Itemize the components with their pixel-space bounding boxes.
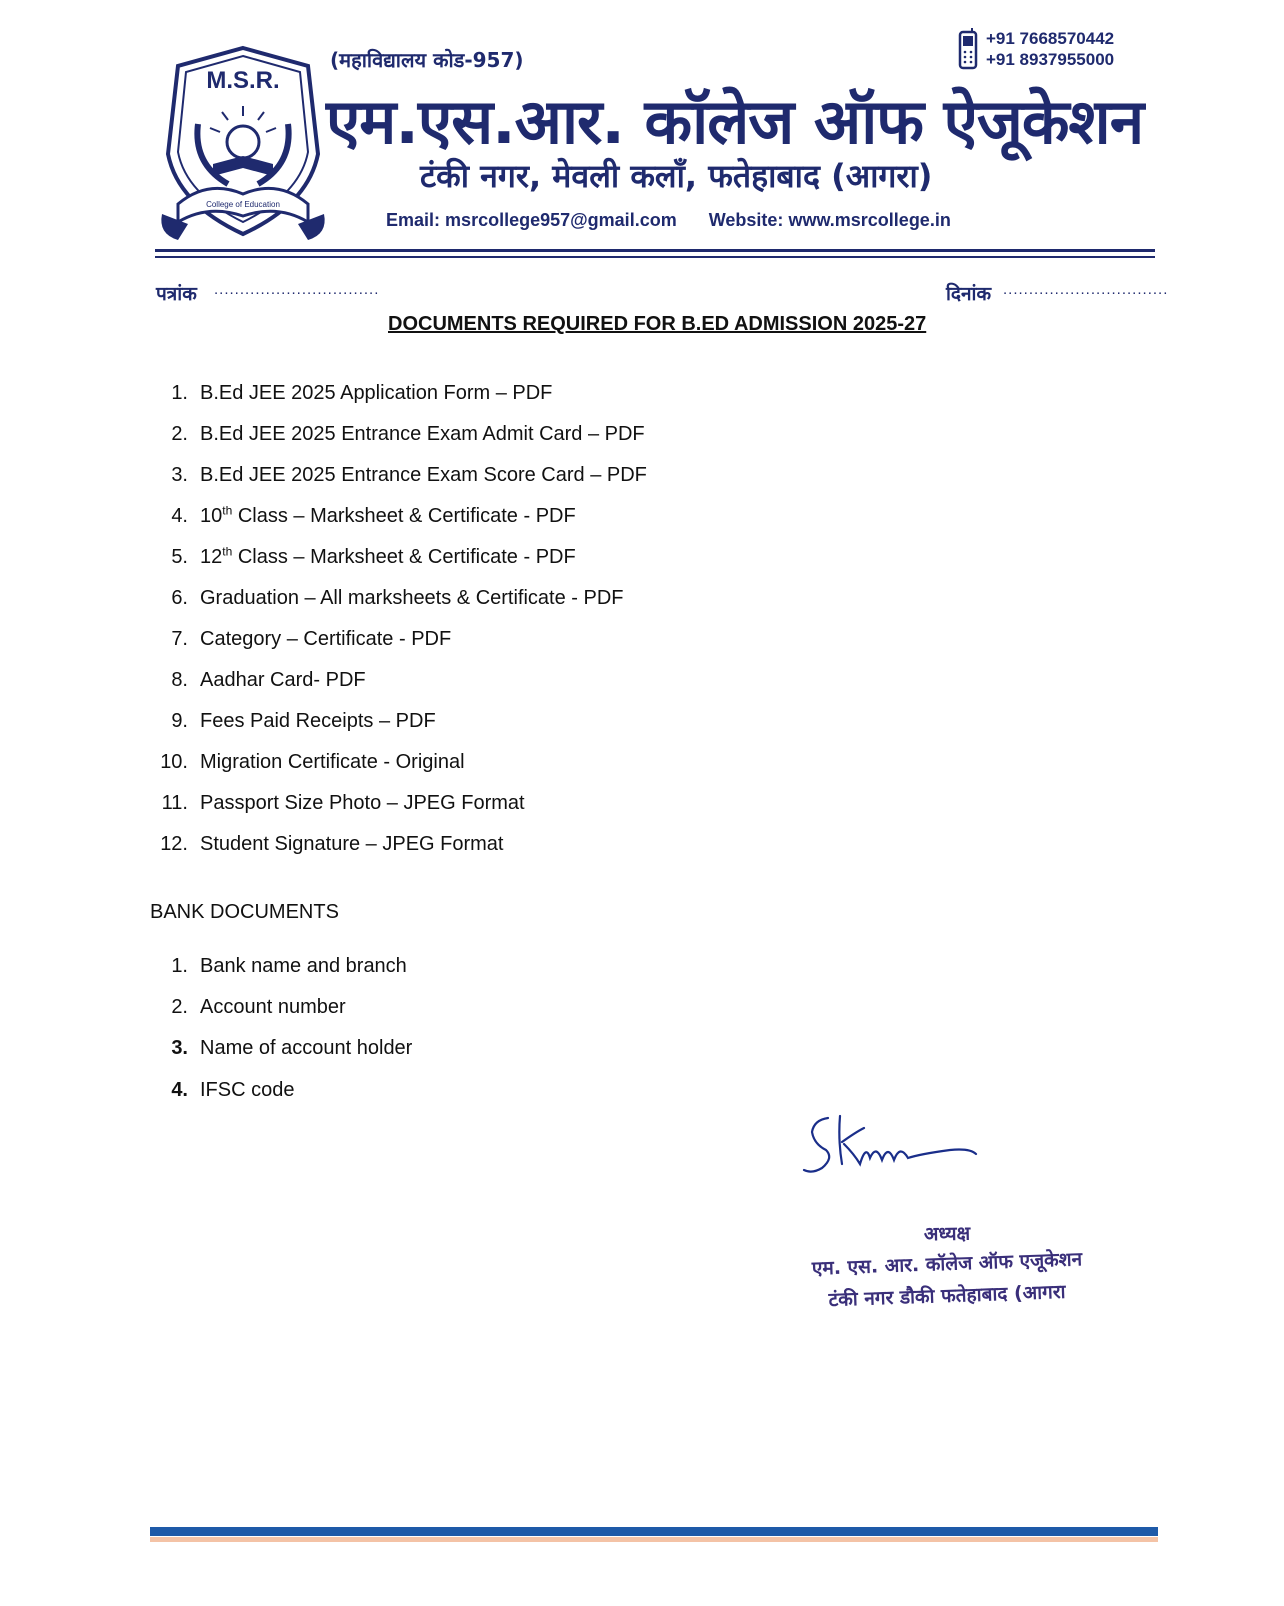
list-number: 8. <box>171 669 188 691</box>
list-text: Name of account holder <box>200 1037 413 1059</box>
footer-bar <box>150 1527 1158 1536</box>
logo-ribbon-text: College of Education <box>206 200 280 209</box>
list-text-sup: th <box>222 503 233 518</box>
phone-number-2[interactable]: +91 8937955000 <box>986 50 1115 69</box>
logo-text: M.S.R. <box>206 67 280 94</box>
list-number: 4. <box>171 1079 188 1101</box>
list-number: 11. <box>161 792 188 814</box>
college-code: (महाविद्यालय कोड-957) <box>330 48 524 72</box>
document-title: DOCUMENTS REQUIRED FOR B.ED ADMISSION 2025-27 <box>388 313 927 335</box>
list-number: 7. <box>171 628 188 650</box>
principal-seal <box>797 1220 1097 1312</box>
list-text: Fees Paid Receipts – PDF <box>200 710 436 732</box>
list-text: Class – Marksheet & Certificate - PDF <box>232 546 576 568</box>
phone-block <box>958 28 1114 70</box>
seal-line-3: टंकी नगर डौकी फतेहाबाद (आगरा <box>828 1280 1066 1312</box>
list-text: Bank name and branch <box>200 955 407 977</box>
list-text: B.Ed JEE 2025 Application Form – PDF <box>200 382 553 404</box>
seal-line-2: एम. एस. आर. कॉलेज ऑफ एजूकेशन <box>811 1248 1083 1280</box>
reference-dots: ................................ <box>214 281 380 298</box>
list-number: 3. <box>171 464 188 486</box>
list-number: 1. <box>171 382 188 404</box>
list-text: Graduation – All marksheets & Certificate - PDF <box>200 587 624 609</box>
list-text: Student Signature – JPEG Format <box>200 833 504 855</box>
list-number: 5. <box>171 546 188 568</box>
list-number: 10. <box>160 751 188 773</box>
list-text: Class – Marksheet & Certificate - PDF <box>232 505 576 527</box>
header-divider <box>155 249 1155 252</box>
list-text: Migration Certificate - Original <box>200 751 465 773</box>
list-number: 3. <box>171 1037 188 1059</box>
list-number: 4. <box>171 505 188 527</box>
list-text: IFSC code <box>200 1079 295 1101</box>
list-text: B.Ed JEE 2025 Entrance Exam Score Card – PDF <box>200 464 647 486</box>
phone-icon <box>958 28 978 70</box>
list-number: 2. <box>171 996 188 1018</box>
reference-label: पत्रांक <box>156 283 197 305</box>
email-link[interactable]: msrcollege957@gmail.com <box>445 210 677 230</box>
phone-number-1[interactable]: +91 7668570442 <box>986 29 1115 48</box>
list-text: Account number <box>200 996 346 1018</box>
email-label: Email: <box>386 210 441 230</box>
list-text-sup: th <box>222 544 233 559</box>
list-number: 2. <box>171 423 188 445</box>
list-text: Category – Certificate - PDF <box>200 628 452 650</box>
bank-documents-heading: BANK DOCUMENTS <box>150 901 339 923</box>
date-label: दिनांक <box>946 283 992 305</box>
list-number: 6. <box>171 587 188 609</box>
list-text-prefix: 12 <box>200 546 223 568</box>
website-label: Website: <box>708 210 784 230</box>
list-number: 12. <box>160 833 188 855</box>
list-number: 9. <box>171 710 188 732</box>
college-name: एम.एस.आर. कॉलेज ऑफ ऐजूकेशन <box>326 85 1144 158</box>
list-text-prefix: 10 <box>200 505 223 527</box>
footer-stripe <box>150 1537 1158 1542</box>
contact-line <box>386 210 951 231</box>
list-text: B.Ed JEE 2025 Entrance Exam Admit Card – PDF <box>200 423 645 445</box>
list-number: 1. <box>171 955 188 977</box>
header-divider-thin <box>155 256 1155 258</box>
signature <box>800 1110 990 1190</box>
college-address: टंकी नगर, मेवली कलाँ, फतेहाबाद (आगरा) <box>420 157 933 195</box>
college-logo <box>158 44 328 244</box>
list-text: Aadhar Card- PDF <box>200 669 366 691</box>
date-dots: ................................ <box>1003 281 1169 298</box>
seal-line-1: अध्यक्ष <box>923 1222 971 1246</box>
website-link[interactable]: www.msrcollege.in <box>788 210 951 230</box>
list-text: Passport Size Photo – JPEG Format <box>200 792 525 814</box>
